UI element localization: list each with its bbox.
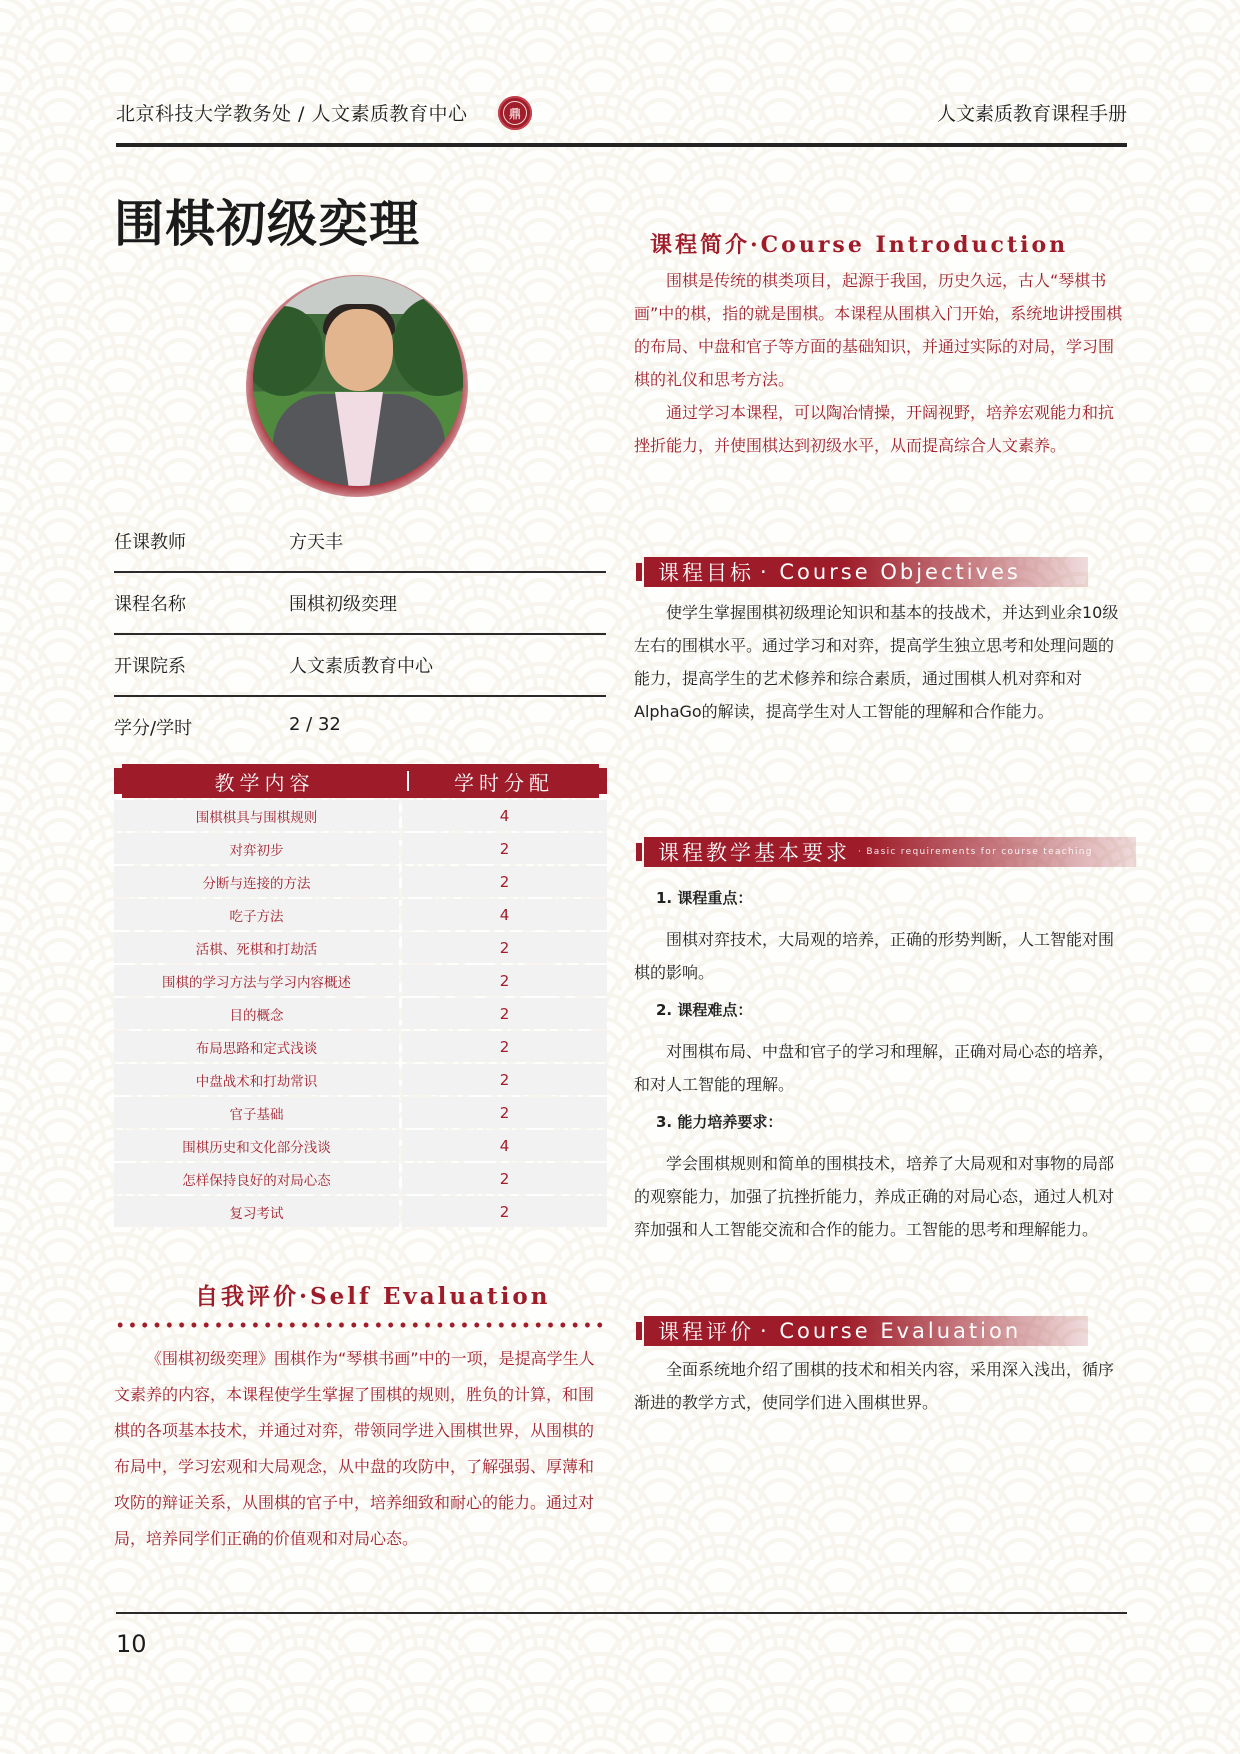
table-row: [114, 833, 607, 864]
topic-cell: 中盘战术和打劫常识: [114, 1064, 399, 1095]
table-row: [114, 866, 607, 897]
info-label: 学分/学时: [114, 718, 193, 739]
hours-cell: 2: [402, 1031, 607, 1062]
topic-cell: 官子基础: [114, 1097, 399, 1128]
objectives-title-cn: 课程目标: [658, 561, 754, 585]
header-handbook-title: 人文素质教育课程手册: [936, 103, 1127, 125]
hours-cell: 4: [402, 899, 607, 930]
objectives-title-en: · Course Objectives: [760, 560, 1021, 584]
topic-cell: 围棋历史和文化部分浅谈: [114, 1130, 399, 1161]
header-org: 北京科技大学教务处 / 人文素质教育中心: [116, 103, 468, 125]
info-value: 人文素质教育中心: [289, 656, 433, 677]
topic-cell: 活棋、死棋和打劫活: [114, 932, 399, 963]
header-divider: [116, 143, 1127, 147]
table-row: [114, 1130, 607, 1161]
table-row: [114, 800, 607, 831]
info-label: 开课院系: [114, 656, 186, 677]
topic-cell: 怎样保持良好的对局心态: [114, 1163, 399, 1194]
table-row: [114, 965, 607, 996]
info-value: 方天丰: [289, 532, 343, 553]
info-row-department: [114, 634, 606, 697]
hours-cell: 2: [402, 1196, 607, 1227]
requirement-text: 学会围棋规则和简单的围棋技术，培养了大局观和对事物的局部的观察能力，加强了抗挫折能力，养成正确的对局心态，通过人机对弈加强和人工智能交流和合作的能力。工智能的思考和理解能力。: [634, 1154, 1115, 1239]
topic-cell: 布局思路和定式浅谈: [114, 1031, 399, 1062]
hours-cell: 2: [402, 1064, 607, 1095]
requirement-text: 围棋对弈技术，大局观的培养，正确的形势判断，人工智能对围棋的影响。: [634, 930, 1115, 982]
table-row: [114, 899, 607, 930]
self-evaluation-title: 自我评价·Self Evaluation: [195, 1283, 551, 1310]
introduction-title: 课程简介·Course Introduction: [650, 232, 1069, 258]
hours-cell: 2: [402, 1097, 607, 1128]
teacher-photo: [253, 276, 463, 486]
info-row-course-name: [114, 572, 606, 635]
topic-cell: 目的概念: [114, 998, 399, 1029]
self-evaluation-body: [114, 1341, 608, 1557]
topic-cell: 对弈初步: [114, 833, 399, 864]
table-row: [114, 998, 607, 1029]
table-row: [114, 1031, 607, 1062]
hours-cell: 4: [402, 1130, 607, 1161]
banner-decoration: [636, 563, 642, 581]
objectives-body: [634, 596, 1126, 728]
topic-cell: 分断与连接的方法: [114, 866, 399, 897]
page-title: 围棋初级奕理: [114, 195, 420, 253]
info-value: 围棋初级奕理: [289, 594, 397, 615]
info-value: 2 / 32: [289, 714, 341, 735]
table-row: [114, 1064, 607, 1095]
requirements-banner: [644, 837, 1136, 867]
introduction-paragraph: 通过学习本课程，可以陶冶情操，开阔视野，培养宏观能力和抗挫折能力，并使围棋达到初级水平，从而提高综合人文素养。: [634, 403, 1115, 455]
hours-cell: 2: [402, 1163, 607, 1194]
info-row-credits: [114, 696, 606, 757]
schedule-header: [122, 764, 599, 798]
page-number: 10: [116, 1630, 147, 1658]
column-header-hours: 学时分配: [454, 770, 554, 795]
objectives-text: 使学生掌握围棋初级理论知识和基本的技战术，并达到业余10级左右的围棋水平。通过学习和对弈，提高学生独立思考和处理问题的能力，提高学生的艺术修养和综合素质，通过围棋人机对弈和对AlphaGo的解读，提高学生对人工智能的理解和合作能力。: [634, 603, 1119, 721]
topic-cell: 复习考试: [114, 1196, 399, 1227]
requirements-title-cn: 课程教学基本要求: [658, 841, 850, 865]
banner-decoration: [636, 1322, 642, 1340]
hours-cell: 2: [402, 833, 607, 864]
evaluation-title-en: · Course Evaluation: [760, 1319, 1022, 1343]
banner-decoration: [636, 843, 642, 861]
topic-cell: 围棋的学习方法与学习内容概述: [114, 965, 399, 996]
self-evaluation-text: 《围棋初级奕理》围棋作为“琴棋书画”中的一项，是提高学生人文素养的内容，本课程使学生掌握了围棋的规则，胜负的计算，和围棋的各项基本技术，并通过对弈，带领同学进入围棋世界，从围棋的布局中，学习宏观和大局观念，从中盘的攻防中，了解强弱、厚薄和攻防的辩证关系，从围棋的官子中，培养细致和耐心的能力。通过对局，培养同学们正确的价值观和对局心态。: [114, 1349, 595, 1548]
evaluation-title-cn: 课程评价: [658, 1320, 754, 1344]
hours-cell: 2: [402, 932, 607, 963]
table-row: [114, 932, 607, 963]
hours-cell: 2: [402, 965, 607, 996]
requirement-heading: 2. 课程难点：: [656, 1001, 753, 1019]
info-row-teacher: [114, 510, 606, 573]
evaluation-banner: [644, 1316, 1088, 1346]
info-label: 课程名称: [114, 594, 186, 615]
column-header-content: 教学内容: [214, 770, 315, 795]
objectives-banner: [644, 557, 1088, 587]
table-row: [114, 1097, 607, 1128]
info-label: 任课教师: [114, 532, 186, 553]
hours-cell: 4: [402, 800, 607, 831]
introduction-paragraph: 围棋是传统的棋类项目，起源于我国，历史久远，古人“琴棋书画”中的棋，指的就是围棋。本课程从围棋入门开始，系统地讲授围棋的布局、中盘和官子等方面的基础知识，并通过实际的对局，学习围棋的礼仪和思考方法。: [634, 271, 1123, 389]
university-seal-icon: 鼎: [498, 96, 532, 130]
schedule-table: [114, 764, 607, 1227]
introduction-body: [634, 264, 1126, 462]
hours-cell: 2: [402, 866, 607, 897]
requirement-text: 对围棋布局、中盘和官子的学习和理解，正确对局心态的培养，和对人工智能的理解。: [634, 1042, 1115, 1094]
dotted-divider: [114, 1322, 608, 1328]
evaluation-text: 全面系统地介绍了围棋的技术和相关内容，采用深入浅出，循序渐进的教学方式，使同学们进入围棋世界。: [634, 1360, 1115, 1412]
table-row: [114, 1196, 607, 1227]
topic-cell: 围棋棋具与围棋规则: [114, 800, 399, 831]
topic-cell: 吃子方法: [114, 899, 399, 930]
requirement-heading: 3. 能力培养要求：: [656, 1113, 783, 1131]
footer-divider: [116, 1612, 1127, 1614]
table-row: [114, 1163, 607, 1194]
requirements-title-en: · Basic requirements for course teaching: [858, 847, 1093, 857]
hours-cell: 2: [402, 998, 607, 1029]
requirements-body: [634, 883, 1126, 1252]
requirement-heading: 1. 课程重点：: [656, 889, 753, 907]
evaluation-body: [634, 1353, 1126, 1419]
